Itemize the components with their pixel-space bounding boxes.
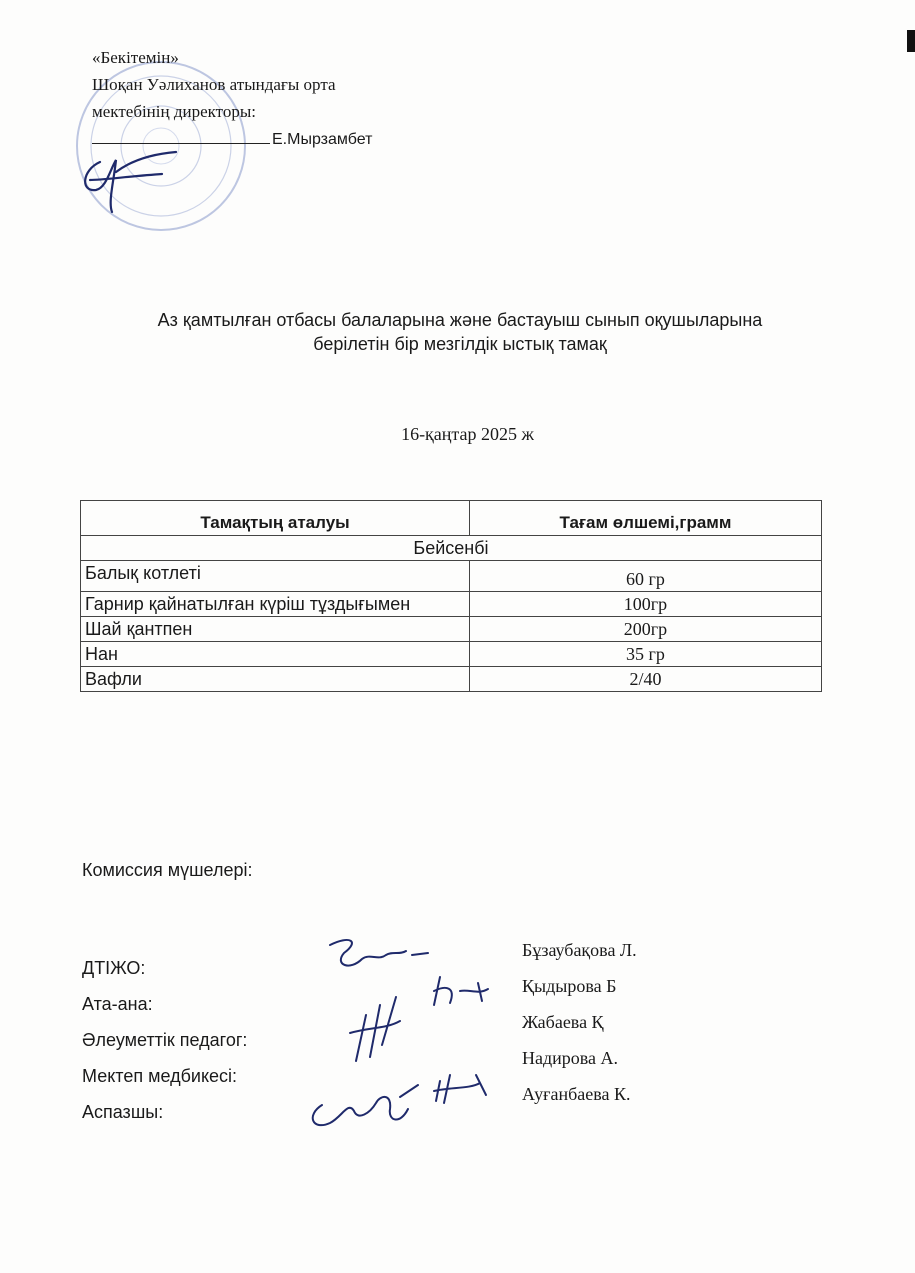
member-name: Қыдырова Б bbox=[522, 976, 617, 996]
page-edge-mark bbox=[907, 30, 915, 52]
role-label: Аспазшы: bbox=[82, 1102, 164, 1122]
document-date: 16-қаңтар 2025 ж bbox=[401, 424, 534, 444]
commission-heading: Комиссия мүшелері: bbox=[82, 860, 253, 880]
director-signature bbox=[72, 140, 182, 220]
role-label: Мектеп медбикесі: bbox=[82, 1066, 238, 1086]
member-name: Жабаева Қ bbox=[522, 1012, 604, 1032]
title-line-2: берілетін бір мезгілдік ыстық тамақ bbox=[313, 334, 607, 354]
member-name: Надирова А. bbox=[522, 1048, 619, 1068]
director-title-line: мектебінің директоры: bbox=[92, 102, 257, 121]
dish-name: Шай қантпен bbox=[81, 617, 470, 642]
dish-name: Вафли bbox=[81, 667, 470, 692]
commission-names bbox=[522, 932, 637, 1112]
portion-size: 60 гр bbox=[470, 561, 822, 592]
member-name: Ауғанбаева К. bbox=[522, 1084, 631, 1104]
dish-name: Нан bbox=[81, 642, 470, 667]
member-name: Бұзаубақова Л. bbox=[522, 940, 637, 960]
header-dish-name: Тамақтың аталуы bbox=[81, 501, 470, 536]
member-signatures bbox=[300, 925, 520, 1145]
day-row bbox=[81, 536, 822, 561]
approval-block bbox=[92, 44, 372, 153]
menu-table bbox=[80, 500, 822, 692]
table-row bbox=[81, 592, 822, 617]
portion-size: 100гр bbox=[470, 592, 822, 617]
dish-name: Гарнир қайнатылған күріш тұздығымен bbox=[81, 592, 470, 617]
approval-heading: «Бекітемін» bbox=[92, 48, 179, 67]
document-title bbox=[60, 308, 860, 356]
role-label: ДТІЖО: bbox=[82, 958, 146, 978]
table-row bbox=[81, 642, 822, 667]
dish-name: Балық котлеті bbox=[81, 561, 470, 592]
table-row bbox=[81, 617, 822, 642]
table-row bbox=[81, 667, 822, 692]
commission-roles bbox=[82, 950, 247, 1130]
role-label: Әлеуметтік педагог: bbox=[82, 1030, 248, 1050]
day-label: Бейсенбі bbox=[81, 536, 822, 561]
table-header-row bbox=[81, 501, 822, 536]
school-name-line: Шоқан Уәлиханов атындағы орта bbox=[92, 75, 336, 94]
header-portion-size: Тағам өлшемі,грамм bbox=[470, 501, 822, 536]
table-row bbox=[81, 561, 822, 592]
title-line-1: Аз қамтылған отбасы балаларына және бастауыш сынып оқушыларына bbox=[157, 310, 763, 330]
portion-size: 200гр bbox=[470, 617, 822, 642]
role-label: Ата-ана: bbox=[82, 994, 153, 1014]
portion-size: 35 гр bbox=[470, 642, 822, 667]
director-name: Е.Мырзамбет bbox=[272, 131, 373, 148]
portion-size: 2/40 bbox=[470, 667, 822, 692]
